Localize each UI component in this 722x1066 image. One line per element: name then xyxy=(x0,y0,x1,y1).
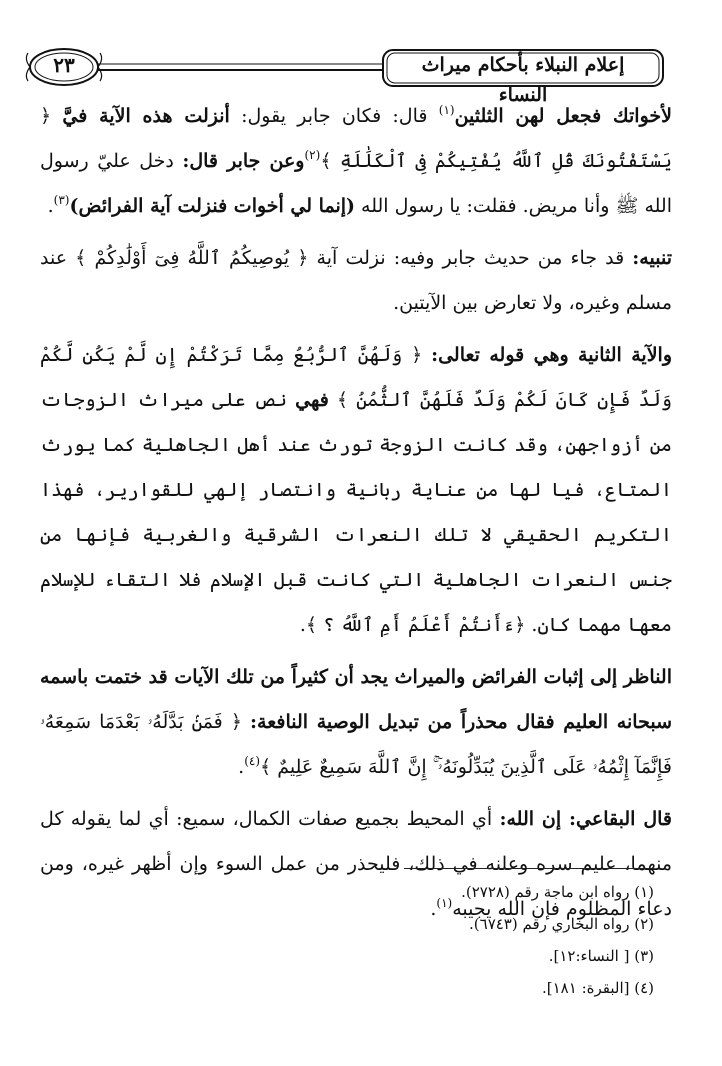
paragraph-1 xyxy=(40,94,672,229)
page-number: ٢٣ xyxy=(53,53,75,77)
footnote-ref: (٤) xyxy=(244,754,261,768)
text: قد جاء من حديث جابر وفيه: نزلت آية ﴿ يُوصِيكُمُ ٱللَّهُ فِىٓ أَوْلَٰدِكُمْ ﴾ عند مسلم وغيره، ولا تعارض بين الآيتين. xyxy=(40,247,672,314)
text-bold: قال البقاعي: إن الله: xyxy=(499,808,672,830)
page-header xyxy=(18,42,666,106)
text: قال: فكان جابر يقول: xyxy=(229,105,439,127)
quran-verse: ﴿ يَسْتَفْتُونَكَ قُلِ ٱللَّهُ يُفْتِيكُمْ فِى ٱلْكَلَٰلَةِ ﴾ xyxy=(40,105,672,172)
text: . xyxy=(430,898,437,920)
footnote-divider xyxy=(404,868,654,869)
text: نص على ميراث الزوجات من أزواجهن، وقد كانت الزوجة تورث عند أهل الجاهلية كما يورث المتاع، فيا لها من عناية ربانية وانتصار إلهي للقوارير، فهذا التكريم الحقيقي لا تلك النعرات الشرقية والغربية فإنها من جنس النعرات الجاهلية التي كانت قبل الإسلام فلا التقاء للإسلام معها مهما كان. ﴿ءَأَنتُمْ أَعْلَمُ أَمِ ٱللَّهُ ؟ ﴾. xyxy=(40,389,672,636)
text: . xyxy=(238,756,245,778)
footnote-item: (٤) [البقرة: ١٨١]. xyxy=(542,979,654,997)
book-title: إعلام النبلاء بأحكام ميراث النساء xyxy=(421,54,625,106)
paragraph-4 xyxy=(40,655,672,790)
text-bold: والآية الثانية وهي قوله تعالى: xyxy=(431,344,672,366)
footnote-ref: (١) xyxy=(438,103,455,117)
footnote-item: (١) رواه ابن ماجة رقم (٢٧٢٨). xyxy=(461,883,654,901)
footnote-ref: (٣) xyxy=(53,193,70,207)
paragraph-3 xyxy=(40,333,672,648)
footnote-ref: (١) xyxy=(436,896,453,910)
quran-verse: ﴿ وَلَهُنَّ ٱلرُّبُعُ مِمَّا تَرَكْتُمْ إِن لَّمْ يَكُن لَّكُمْ وَلَدٌ فَإِن كَانَ لَكُمْ وَلَدٌ فَلَهُنَّ ٱلثُّمُنُ ﴾ xyxy=(40,344,672,411)
text-bold: فهي xyxy=(295,389,329,411)
footnote-item: (٢) رواه البخاري رقم (٦٧٤٣). xyxy=(469,915,654,933)
text-bold: وعن جابر قال: xyxy=(182,150,305,172)
text-bold: (إنما لي أخوات فنزلت آية الفرائض) xyxy=(69,195,355,217)
footnotes xyxy=(94,876,654,1004)
text-bold: أنزلت هذه الآية فيَّ xyxy=(62,105,230,127)
footnote-ref: (٢) xyxy=(304,148,321,162)
text: أي المحيط بجميع صفات الكمال، سميع: أي لما يقوله كل منهما، عليم سره وعلنه في ذلك، فليحذر من عمل السوء وإن أظهر غيره، ومن دعاء المظلوم فإن الله يجيبه xyxy=(40,808,672,920)
text: دخل عليّ رسول الله ﷺ وأنا مريض. فقلت: يا رسول الله xyxy=(40,150,672,217)
quran-verse: ﴿ فَمَنۢ بَدَّلَهُۥ بَعْدَمَا سَمِعَهُۥ فَإِنَّمَآ إِثْمُهُۥ عَلَى ٱلَّذِينَ يُبَدِّلُونَهُۥٓ ۚ إِنَّ ٱللَّهَ سَمِيعٌ عَلِيمٌ ﴾ xyxy=(40,711,672,778)
text-bold: لأخواتك فجعل لهن الثلثين xyxy=(454,105,672,127)
text-bold: تنبيه: xyxy=(632,247,672,269)
text: . xyxy=(47,195,54,217)
footnote-item: (٣) [ النساء:١٢]. xyxy=(548,947,654,965)
text-bold: الناظر إلى إثبات الفرائض والميراث يجد أن كثيراً من تلك الآيات قد ختمت باسمه سبحانه العليم فقال محذراً من تبديل الوصية النافعة: xyxy=(40,666,672,733)
paragraph-2 xyxy=(40,236,672,326)
page-body xyxy=(40,94,672,939)
